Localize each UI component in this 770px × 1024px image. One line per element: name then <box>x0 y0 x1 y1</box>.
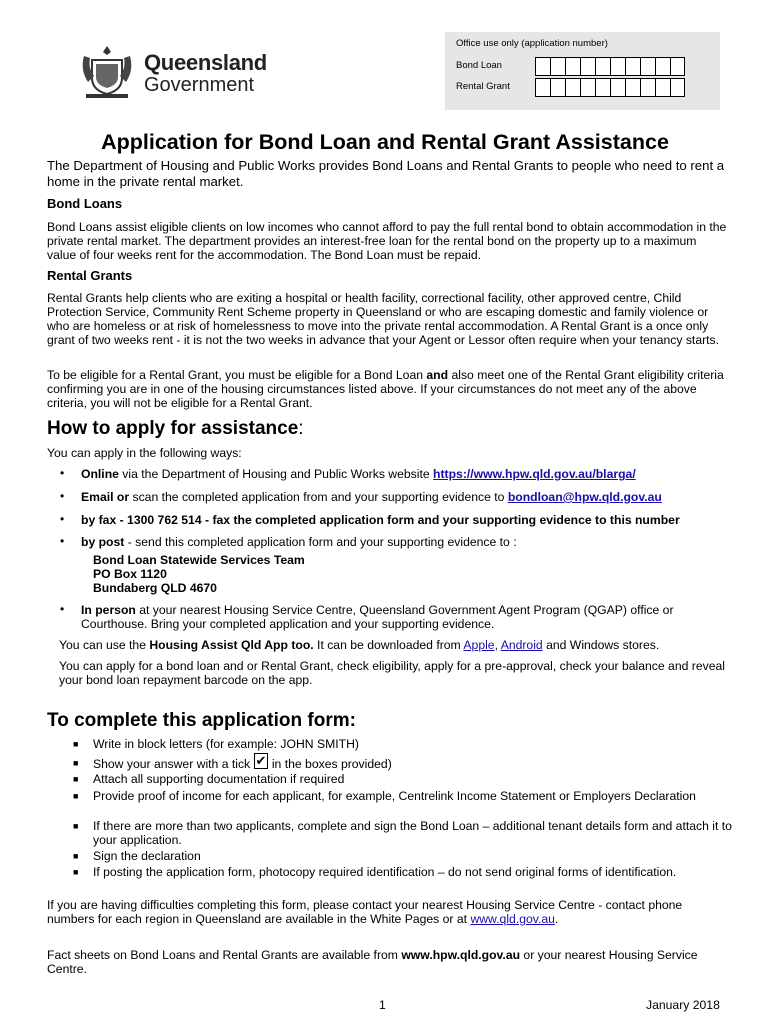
page-number: 1 <box>379 998 386 1012</box>
square-bullet-icon: ■ <box>73 739 79 749</box>
app-features-text: You can apply for a bond loan and or Rental Grant, check eligibility, apply for a pre-approval, check your balance and reveal your bond loan repayment barcode on the app. <box>59 659 725 687</box>
bullet-icon: • <box>60 512 65 526</box>
logo-line-2: Government <box>144 74 255 96</box>
hpw-website-link[interactable]: https://www.hpw.qld.gov.au/blarga/ <box>433 467 636 481</box>
how-to-apply-heading: How to apply for assistance: <box>47 418 304 439</box>
rental-grant-label: Rental Grant <box>456 81 510 92</box>
bullet-icon: • <box>60 466 65 480</box>
bond-loans-text: Bond Loans assist eligible clients on low incomes who cannot afford to pay the full rental bond to obtain accommodation in the private rental market. The department provides an interest-free loan for the rental bond on the property up to a maximum value of four weeks rent for the accommodation. The Bond Loan must be repaid. <box>47 220 727 262</box>
rental-grant-number-boxes[interactable] <box>535 78 685 97</box>
square-bullet-icon: ■ <box>73 867 79 877</box>
bond-loans-heading: Bond Loans <box>47 196 123 211</box>
apply-email-item: Email or scan the completed application from and your supporting evidence to bondloan@hpw.qld.gov.au <box>81 490 662 504</box>
square-bullet-icon: ■ <box>73 774 79 784</box>
rental-grant-eligibility: To be eligible for a Rental Grant, you must be eligible for a Bond Loan and also meet one of the Rental Grant eligibility criteria confirming you are in one of the housing circumstances listed above. If your circumstances do not meet any of the above criteria, you will not be eligible for a Rental Grant. <box>47 368 724 410</box>
tick-box-icon: ✔ <box>255 753 267 768</box>
postal-address: Bond Loan Statewide Services Team PO Box 1120 Bundaberg QLD 4670 <box>93 553 305 595</box>
instruction-item: Show your answer with a tick ✔ in the boxes provided) <box>93 753 392 771</box>
coat-of-arms-icon <box>78 42 136 100</box>
square-bullet-icon: ■ <box>73 791 79 801</box>
bondloan-email-link[interactable]: bondloan@hpw.qld.gov.au <box>507 490 662 504</box>
square-bullet-icon: ■ <box>73 758 79 768</box>
logo-line-1: Queensland <box>144 50 267 75</box>
instruction-item: Sign the declaration <box>93 849 201 863</box>
rental-grants-text: Rental Grants help clients who are exiting a hospital or health facility, correctional facility, other approved centre, Child Protection Service, Community Rent Scheme property in Queensland or who are escaping domestic and family violence or who are homeless or at risk of homelessness to move into the private rental accommodation. A Rental Grant is a once only grant of two weeks rent - it is not the two weeks in advance that your Agent or Lessor often require when your tenancy starts. <box>47 291 720 347</box>
queensland-government-logo <box>78 42 268 100</box>
instruction-item: If posting the application form, photocopy required identification – do not send original forms of identification. <box>93 865 677 879</box>
square-bullet-icon: ■ <box>73 851 79 861</box>
qld-gov-link[interactable]: www.qld.gov.au <box>470 912 555 926</box>
complete-form-heading: To complete this application form: <box>47 710 356 731</box>
office-use-box <box>445 32 720 110</box>
bond-loan-number-boxes[interactable] <box>535 57 685 76</box>
instruction-item: If there are more than two applicants, complete and sign the Bond Loan – additional tenant details form and attach it to your application. <box>93 819 732 847</box>
apply-in-person-item: In person at your nearest Housing Service Centre, Queensland Government Agent Program (QGAP) office or Courthouse. Bring your completed application and your supporting evidence. <box>81 603 674 631</box>
bullet-icon: • <box>60 602 65 616</box>
bond-loan-label: Bond Loan <box>456 60 502 71</box>
instruction-item: Write in block letters (for example: JOHN SMITH) <box>93 737 359 751</box>
android-store-link[interactable]: Android <box>500 638 543 652</box>
how-to-apply-lead: You can apply in the following ways: <box>47 446 242 460</box>
apply-post-item: by post - send this completed application form and your supporting evidence to : <box>81 535 517 549</box>
page-title: Application for Bond Loan and Rental Grant Assistance <box>101 130 669 154</box>
apply-online-item: Online via the Department of Housing and Public Works website https://www.hpw.qld.gov.au/blarga/ <box>81 467 636 481</box>
fact-sheets-text: Fact sheets on Bond Loans and Rental Grants are available from www.hpw.qld.gov.au or your nearest Housing Service Centre. <box>47 948 698 976</box>
apple-store-link[interactable]: Apple <box>463 638 495 652</box>
office-use-title: Office use only (application number) <box>456 38 608 49</box>
apply-fax-item: by fax - 1300 762 514 - fax the completed application form and your supporting evidence to this number <box>81 513 680 527</box>
instruction-item: Attach all supporting documentation if required <box>93 772 345 786</box>
bullet-icon: • <box>60 534 65 548</box>
instruction-item: Provide proof of income for each applicant, for example, Centrelink Income Statement or Employers Declaration <box>93 789 696 803</box>
footer-date: January 2018 <box>646 998 720 1012</box>
intro-text: The Department of Housing and Public Works provides Bond Loans and Rental Grants to people who need to rent a home in the private rental market. <box>47 158 725 189</box>
bullet-icon: • <box>60 489 65 503</box>
difficulties-text: If you are having difficulties completing this form, please contact your nearest Housing Service Centre - contact phone numbers for each region in Queensland are available in the White Pages or at www.qld.gov.au. <box>47 898 683 926</box>
housing-assist-app-text: You can use the Housing Assist Qld App too. It can be downloaded from Apple, Android and Windows stores. <box>59 638 660 652</box>
square-bullet-icon: ■ <box>73 821 79 831</box>
rental-grants-heading: Rental Grants <box>47 268 133 283</box>
